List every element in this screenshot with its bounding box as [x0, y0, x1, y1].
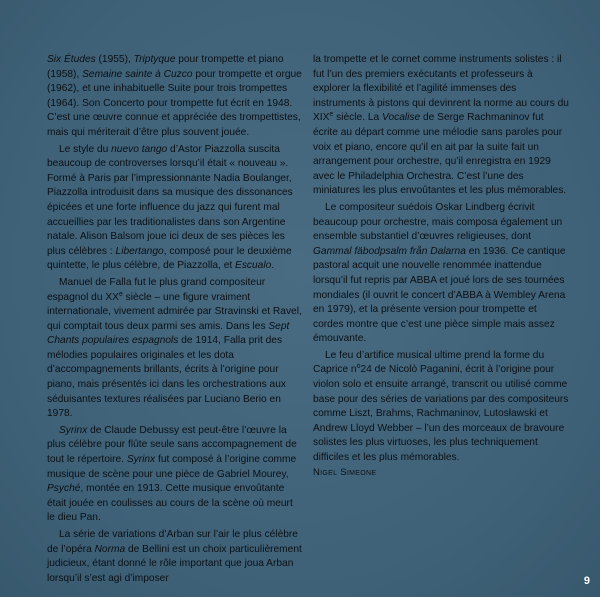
superscript: e [118, 290, 123, 298]
paragraph-rachmaninov [313, 53, 569, 199]
paragraph-piazzolla [47, 143, 303, 274]
text-segment: siècle. La [333, 112, 383, 124]
work-title: Semaine sainte à Cuzco [82, 68, 193, 80]
paragraph-lindberg [313, 201, 569, 347]
text-segment: , composé pour le deuxième quintette, le plus célèbre, de Piazzolla, et [47, 245, 292, 272]
text-segment: Le feu d’artifice musical ultime prend la forme du Caprice n [313, 349, 545, 376]
left-column [47, 53, 303, 586]
work-title: nuevo tango [111, 143, 168, 155]
text-segment: (1955), [95, 54, 134, 65]
text-segment: Le style du [59, 143, 112, 155]
paragraph-arban [47, 528, 303, 586]
text-segment: fut composé à l’origine comme musique de scène pour une pièce de Gabriel Mourey, [47, 454, 297, 480]
text-segment: d’Astor Piazzolla suscita beaucoup de controverses lorsqu’il était « nouveau ». Formé à Paris par l’impressionnante Nadia Boulanger, Piazzolla introduisit dans sa musique des dissonances épicées et une forte influence du jazz qui furent mal accueillies par les traditionalistes dans son Argentine natale. Alison Balsom joue ici deux de ses pièces les plus célèbres : [47, 143, 293, 257]
work-title: Libertango [115, 245, 164, 257]
superscript: e [329, 111, 334, 119]
work-title: Vocalise [382, 112, 421, 124]
text-segment: la trompette et le cornet comme instruments solistes : il fut l’un des premiers exécutants et professeurs à explorer la flexibilité et l’agilité immenses des instruments à pistons qui devinrent la norme au cours du XIX [313, 54, 569, 124]
text-segment: de Serge Rachmaninov fut écrite au départ comme une mélodie sans paroles pour voix et piano, encore qu’il en ait par la suite fait un arrangement pour orchestre, qu’il enregistra en 1929 avec le Philadelphia Orchestra. C’est l’une des miniatures les plus envoûtantes et les plus mémorables. [313, 112, 567, 197]
work-title: Six Études [47, 54, 96, 65]
paragraph-falla [47, 276, 303, 422]
text-segment: La série de variations d’Arban sur l’air le plus célèbre de l’opéra [47, 529, 298, 555]
text-segment: de Bellini est un choix particulièrement judicieux, étant donné le rôle important que joua Arban lorsqu’il s’est agi d’imposer [47, 543, 302, 584]
text-segment: siècle – une figure vraiment internationale, vivement admirée par Stravinski et Ravel, qui comptait tous deux parmi ses amis. Dans les [47, 291, 302, 332]
author-name: Nigel Simeone [313, 466, 377, 478]
author-credit [313, 466, 569, 481]
work-title: Syrinx [59, 424, 88, 436]
text-segment: en 1936. Ce cantique pastoral acquit une nouvelle renommée inattendue lorsqu’il fut repris par ABBA et joué lors de ses tournées mondiales (il ouvrit le concert d’ABBA à Wembley Arena en 1979), et la présente version pour trompette et cordes montre que c’est une pièce simple mais assez émouvante. [313, 245, 566, 345]
work-title: Norma [94, 543, 126, 555]
work-title: Psyché [47, 483, 81, 495]
text-segment: pour trompette et orgue (1962), et une inhabituelle Suite pour trois trompettes (1964). Son Concerto pour trompette fut écrit en 1948. C’est une œuvre connue et appréciée des trompettistes, mais qui mériterait d’être plus souvent jouée. [47, 68, 302, 138]
text-segment: Le compositeur suédois Oskar Lindberg écrivit beaucoup pour orchestre, mais composa également un ensemble substantiel d’œuvres religieuses, dont [313, 201, 563, 243]
page-number: 9 [583, 575, 590, 588]
text-segment: de 1914, Falla prit des mélodies populaires originales et les dota d’accompagnements brillants, écrits à l’origine pour piano, mais présentés ici dans les orchestrations aux séduisantes textures réalisées par Luciano Berio en 1978. [47, 335, 286, 420]
work-title: Syrinx [126, 454, 156, 466]
paragraph-paganini [313, 349, 569, 466]
work-title: Gammal fäbodpsalm från Dalarna [313, 245, 466, 257]
text-segment: , montée en 1913. Cette musique envoûtante était jouée en coulisses au cours de la scène où meurt le dieu Pan. [47, 483, 293, 524]
text-segment: pour trompette et piano (1958), [47, 54, 284, 80]
work-title: Triptyque [133, 54, 176, 65]
work-title: Escualo [235, 260, 272, 272]
superscript: o [356, 363, 361, 371]
paragraph-trumpet-works [47, 53, 303, 141]
paragraph-debussy [47, 424, 303, 526]
text-segment: de Claude Debussy est peut-être l’œuvre la plus célèbre pour flûte seule sans accompagnement de tout le répertoire. [47, 424, 297, 466]
text-segment: Manuel de Falla fut le plus grand compositeur espagnol du XX [47, 276, 266, 303]
text-segment: 24 de Nicolò Paganini, écrit à l’origine pour violon solo et ensuite arrangé, transcrit ou utilisé comme base pour des séries de variations par des compositeurs comme Liszt, Brahms, Rachmaninov, Lutosławski et Andrew Lloyd Webber – l’un des morceaux de bravoure solistes les plus virtuoses, les plus techniquement difficiles et les plus mémorables. [313, 364, 569, 464]
right-column [313, 53, 569, 480]
text-segment: . [271, 260, 275, 272]
work-title: Sept Chants populaires espagnols [47, 320, 290, 347]
